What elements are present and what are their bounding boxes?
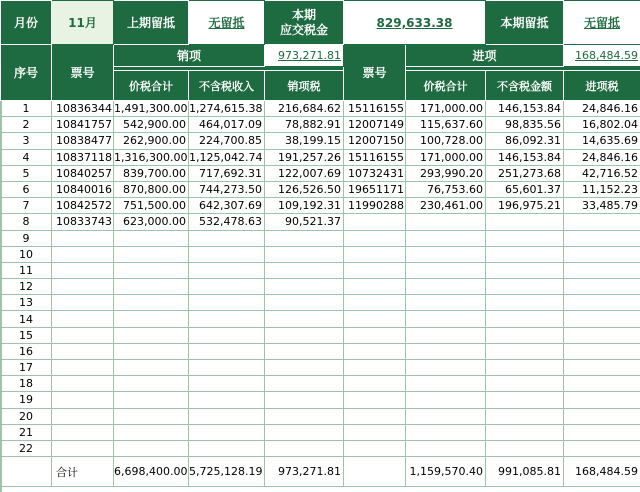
col-input-net-header: 不含税金额 [486, 71, 564, 101]
input-tax-cell[interactable] [564, 279, 640, 295]
input-tax-cell[interactable] [564, 392, 640, 408]
input-total-cell[interactable] [406, 311, 486, 327]
sales-net-cell[interactable] [189, 392, 265, 408]
table-row [1, 262, 640, 278]
sales-net-cell[interactable]: 224,700.85 [189, 133, 265, 149]
input-invoice-cell[interactable] [344, 440, 406, 456]
input-total-cell[interactable] [406, 408, 486, 424]
input-total-tax-cell[interactable]: 168,484.59 [564, 45, 640, 67]
sales-net-cell[interactable] [189, 440, 265, 456]
input-total-cell[interactable]: 293,990.20 [406, 165, 486, 181]
seq-cell[interactable]: 5 [1, 165, 52, 181]
seq-cell[interactable]: 16 [1, 343, 52, 359]
sales-net-cell[interactable]: 1,274,615.38 [189, 101, 265, 117]
input-net-cell[interactable] [486, 408, 564, 424]
seq-cell[interactable]: 15 [1, 327, 52, 343]
sales-total-cell[interactable] [114, 360, 189, 376]
seq-cell[interactable]: 6 [1, 181, 52, 197]
seq-cell[interactable]: 7 [1, 198, 52, 214]
sales-invoice-cell[interactable] [52, 311, 114, 327]
sales-total-cell[interactable]: 1,491,300.00 [114, 102, 188, 116]
sales-net-cell[interactable] [189, 246, 265, 262]
input-invoice-cell[interactable]: 19651171 [344, 181, 406, 197]
table-row [1, 424, 640, 440]
sales-total-cell[interactable] [114, 327, 189, 343]
seq-cell[interactable]: 22 [1, 440, 52, 456]
input-tax-cell[interactable] [564, 343, 640, 359]
totals-sales-net[interactable]: 5,725,128.19 [189, 457, 265, 487]
sales-net-cell[interactable] [189, 408, 265, 424]
table-row [1, 165, 640, 181]
totals-input-net[interactable]: 991,085.81 [486, 457, 564, 487]
sales-invoice-cell[interactable]: 10837118 [52, 149, 114, 165]
sales-tax-cell[interactable] [265, 343, 344, 359]
input-tax-cell[interactable]: 33,485.79 [564, 198, 640, 214]
tax-payable-label-line1: 本期 [291, 7, 316, 22]
sales-invoice-cell[interactable] [52, 230, 114, 246]
sales-total-cell[interactable]: 623,000.00 [114, 214, 189, 230]
sales-tax-cell[interactable] [265, 360, 344, 376]
table-row [1, 230, 640, 246]
sales-invoice-cell[interactable] [52, 295, 114, 311]
sales-tax-cell[interactable]: 90,521.37 [265, 214, 344, 230]
input-invoice-cell[interactable] [344, 262, 406, 278]
sales-net-cell[interactable] [189, 262, 265, 278]
col-sales-invoice-header: 票号 [52, 45, 114, 101]
input-total-cell[interactable]: 171,000.00 [406, 149, 486, 165]
input-net-cell[interactable] [486, 295, 564, 311]
table-row [1, 133, 640, 149]
sales-net-cell[interactable] [189, 360, 265, 376]
input-total-cell[interactable] [406, 424, 486, 440]
seq-cell[interactable]: 2 [1, 117, 52, 133]
sales-total-cell[interactable]: 870,800.00 [114, 181, 189, 197]
input-total-cell[interactable] [406, 214, 486, 230]
tax-payable-label [265, 1, 344, 45]
input-net-cell[interactable] [486, 424, 564, 440]
sales-net-cell[interactable] [189, 327, 265, 343]
input-net-cell[interactable] [486, 246, 564, 262]
input-invoice-cell[interactable]: 12007150 [344, 133, 406, 149]
input-invoice-cell[interactable]: 15116155 [344, 101, 406, 117]
sales-tax-cell[interactable]: 78,882.91 [265, 117, 344, 133]
input-net-cell[interactable] [486, 440, 564, 456]
input-total-cell[interactable] [406, 440, 486, 456]
input-total-cell[interactable]: 115,637.60 [406, 117, 486, 133]
curr-credit-label: 本期留抵 [486, 1, 564, 45]
table-row [1, 117, 640, 133]
input-invoice-cell[interactable]: 12007149 [344, 117, 406, 133]
input-invoice-cell[interactable] [344, 392, 406, 408]
table-row [1, 311, 640, 327]
input-tax-cell[interactable] [564, 408, 640, 424]
table-row [1, 343, 640, 359]
input-tax-cell[interactable] [564, 246, 640, 262]
sales-tax-cell[interactable] [265, 311, 344, 327]
input-net-cell[interactable]: 86,092.31 [486, 133, 564, 149]
sales-invoice-cell[interactable] [52, 262, 114, 278]
sales-tax-cell[interactable]: 122,007.69 [265, 165, 344, 181]
input-total-cell[interactable] [406, 376, 486, 392]
input-invoice-cell[interactable] [344, 343, 406, 359]
input-net-cell[interactable]: 251,273.68 [486, 165, 564, 181]
sales-net-cell[interactable] [189, 279, 265, 295]
input-tax-cell[interactable] [564, 230, 640, 246]
input-net-cell[interactable]: 146,153.84 [486, 101, 564, 117]
sales-tax-cell[interactable] [265, 295, 344, 311]
sales-invoice-cell[interactable] [52, 246, 114, 262]
sales-invoice-cell[interactable] [52, 327, 114, 343]
input-total-cell[interactable] [406, 360, 486, 376]
input-net-cell[interactable] [486, 214, 564, 230]
sales-invoice-cell[interactable]: 10840257 [52, 165, 114, 181]
sales-net-cell[interactable] [189, 230, 265, 246]
group-header-row [1, 45, 640, 67]
sales-invoice-cell[interactable]: 10841757 [52, 117, 114, 133]
sales-net-cell[interactable]: 532,478.63 [189, 214, 265, 230]
seq-cell[interactable]: 17 [1, 360, 52, 376]
col-input-tax-header: 进项税 [564, 71, 640, 101]
sales-total-cell[interactable] [114, 230, 189, 246]
input-tax-cell[interactable] [564, 376, 640, 392]
sales-invoice-cell[interactable] [52, 440, 114, 456]
input-total-cell[interactable] [406, 262, 486, 278]
sales-invoice-cell[interactable]: 10838477 [52, 133, 114, 149]
seq-cell[interactable]: 1 [1, 101, 52, 117]
sales-total-cell[interactable] [114, 246, 189, 262]
input-invoice-cell[interactable] [344, 376, 406, 392]
seq-cell[interactable]: 9 [1, 230, 52, 246]
sales-tax-cell[interactable] [265, 408, 344, 424]
input-invoice-cell[interactable]: 10732431 [344, 165, 406, 181]
prev-credit-label: 上期留抵 [114, 1, 189, 45]
table-row [1, 392, 640, 408]
sales-invoice-cell[interactable]: 10833743 [52, 214, 114, 230]
sales-tax-cell[interactable]: 109,192.31 [265, 198, 344, 214]
sales-tax-cell[interactable] [265, 230, 344, 246]
input-net-cell[interactable] [486, 327, 564, 343]
sales-tax-cell[interactable] [265, 440, 344, 456]
sales-total-cell[interactable] [114, 295, 189, 311]
col-sales-net-header: 不含税收入 [189, 71, 265, 101]
input-net-cell[interactable] [486, 392, 564, 408]
tax-payable-label-line2: 应交税金 [279, 22, 328, 37]
col-input-invoice-header: 票号 [344, 45, 406, 101]
input-net-cell[interactable]: 196,975.21 [486, 198, 564, 214]
curr-credit-value-cell[interactable]: 无留抵 [564, 1, 640, 45]
seq-cell[interactable]: 14 [1, 311, 52, 327]
seq-cell[interactable]: 3 [1, 133, 52, 149]
input-net-cell[interactable] [486, 279, 564, 295]
sales-tax-cell[interactable] [265, 262, 344, 278]
input-invoice-cell[interactable] [344, 230, 406, 246]
input-net-cell[interactable]: 146,153.84 [486, 149, 564, 165]
totals-seq-cell[interactable] [1, 457, 52, 487]
input-tax-cell[interactable] [564, 262, 640, 278]
col-input-total-header: 价税合计 [406, 71, 486, 101]
table-row [1, 214, 640, 230]
ledger-body [1, 101, 640, 457]
input-tax-cell[interactable] [564, 295, 640, 311]
input-invoice-cell[interactable] [344, 360, 406, 376]
input-invoice-cell[interactable] [344, 214, 406, 230]
input-net-cell[interactable]: 98,835.56 [486, 117, 564, 133]
seq-cell[interactable]: 21 [1, 424, 52, 440]
seq-cell[interactable]: 13 [1, 295, 52, 311]
sales-invoice-cell[interactable]: 10842572 [52, 198, 114, 214]
prev-credit-value-cell[interactable]: 无留抵 [189, 1, 265, 45]
sales-total-tax-cell[interactable]: 973,271.81 [265, 45, 344, 67]
sales-invoice-cell[interactable] [52, 424, 114, 440]
tax-payable-value-cell[interactable]: 829,633.38 [344, 1, 486, 45]
table-row [1, 440, 640, 456]
input-tax-cell[interactable]: 16,802.04 [564, 117, 640, 133]
input-total-cell[interactable]: 171,000.00 [406, 101, 486, 117]
input-tax-cell[interactable] [564, 424, 640, 440]
sales-net-cell[interactable] [189, 343, 265, 359]
totals-input-invoice-cell[interactable] [344, 457, 406, 487]
sales-tax-cell[interactable] [265, 279, 344, 295]
input-tax-cell[interactable]: 24,846.16 [564, 101, 640, 117]
sales-net-cell[interactable]: 717,692.31 [189, 165, 265, 181]
input-invoice-cell[interactable] [344, 424, 406, 440]
input-invoice-cell[interactable] [344, 279, 406, 295]
sales-total-cell[interactable]: 1,316,300.00 [114, 150, 188, 164]
input-invoice-cell[interactable] [344, 311, 406, 327]
table-row [1, 101, 640, 117]
input-tax-cell[interactable] [564, 311, 640, 327]
sales-net-cell[interactable] [189, 295, 265, 311]
input-tax-cell[interactable]: 14,635.69 [564, 133, 640, 149]
table-row [1, 149, 640, 165]
input-net-cell[interactable] [486, 311, 564, 327]
table-row [1, 327, 640, 343]
sales-invoice-cell[interactable] [52, 360, 114, 376]
sales-net-cell[interactable]: 1,125,042.74 [189, 149, 265, 165]
totals-sales-total[interactable]: 6,698,400.00 [114, 457, 189, 487]
table-row [1, 279, 640, 295]
totals-input-tax[interactable]: 168,484.59 [564, 457, 640, 487]
input-total-cell[interactable] [406, 230, 486, 246]
sales-invoice-cell[interactable] [52, 408, 114, 424]
sales-net-cell[interactable] [189, 376, 265, 392]
sales-total-cell[interactable] [114, 376, 189, 392]
sales-tax-cell[interactable] [265, 376, 344, 392]
sales-tax-cell[interactable]: 126,526.50 [265, 181, 344, 197]
col-seq-header: 序号 [1, 45, 52, 101]
input-net-cell[interactable] [486, 230, 564, 246]
input-total-cell[interactable]: 76,753.60 [406, 181, 486, 197]
seq-cell[interactable]: 11 [1, 262, 52, 278]
sales-net-cell[interactable] [189, 424, 265, 440]
totals-label[interactable]: 合计 [52, 457, 114, 487]
sales-tax-cell[interactable]: 216,684.62 [265, 101, 344, 117]
input-net-cell[interactable] [486, 376, 564, 392]
seq-cell[interactable]: 12 [1, 279, 52, 295]
sales-invoice-cell[interactable]: 10836344 [52, 101, 114, 117]
input-invoice-cell[interactable] [344, 408, 406, 424]
sales-invoice-cell[interactable] [52, 279, 114, 295]
input-net-cell[interactable] [486, 360, 564, 376]
sales-total-cell[interactable] [114, 408, 189, 424]
sales-total-cell[interactable]: 839,700.00 [114, 165, 189, 181]
sales-group-label: 销项 [114, 45, 265, 67]
input-invoice-cell[interactable] [344, 327, 406, 343]
month-label: 月份 [1, 1, 52, 45]
table-row [1, 181, 640, 197]
sales-total-cell[interactable] [114, 262, 189, 278]
sales-total-cell[interactable] [114, 279, 189, 295]
input-net-cell[interactable] [486, 262, 564, 278]
table-row [1, 295, 640, 311]
totals-input-total[interactable]: 1,159,570.40 [406, 457, 486, 487]
sales-invoice-cell[interactable] [52, 376, 114, 392]
summary-row [1, 1, 640, 45]
seq-cell[interactable]: 20 [1, 408, 52, 424]
table-row [1, 246, 640, 262]
sales-total-cell[interactable] [114, 311, 189, 327]
sales-tax-cell[interactable] [265, 424, 344, 440]
sales-tax-cell[interactable]: 191,257.26 [265, 149, 344, 165]
seq-cell[interactable]: 4 [1, 149, 52, 165]
seq-cell[interactable]: 18 [1, 376, 52, 392]
input-tax-cell[interactable] [564, 360, 640, 376]
input-invoice-cell[interactable]: 11990288 [344, 198, 406, 214]
table-row [1, 408, 640, 424]
input-total-cell[interactable]: 230,461.00 [406, 198, 486, 214]
input-tax-cell[interactable]: 11,152.23 [564, 181, 640, 197]
col-sales-total-header: 价税合计 [114, 71, 189, 101]
sales-net-cell[interactable]: 642,307.69 [189, 198, 265, 214]
sales-total-cell[interactable]: 262,900.00 [114, 133, 189, 149]
input-tax-cell[interactable]: 24,846.16 [564, 149, 640, 165]
input-invoice-cell[interactable] [344, 246, 406, 262]
sales-invoice-cell[interactable] [52, 392, 114, 408]
sales-net-cell[interactable]: 464,017.09 [189, 117, 265, 133]
table-row [1, 360, 640, 376]
seq-cell[interactable]: 19 [1, 392, 52, 408]
input-total-cell[interactable]: 100,728.00 [406, 133, 486, 149]
input-total-cell[interactable] [406, 295, 486, 311]
month-value-cell[interactable]: 11月 [52, 1, 114, 45]
input-group-label: 进项 [406, 45, 564, 67]
sales-total-cell[interactable]: 751,500.00 [114, 198, 189, 214]
input-tax-cell[interactable]: 42,716.52 [564, 165, 640, 181]
input-tax-cell[interactable] [564, 440, 640, 456]
sales-invoice-cell[interactable] [52, 343, 114, 359]
sales-net-cell[interactable] [189, 311, 265, 327]
input-total-cell[interactable] [406, 343, 486, 359]
input-tax-cell[interactable] [564, 214, 640, 230]
sales-tax-cell[interactable] [265, 327, 344, 343]
sales-total-cell[interactable] [114, 440, 189, 456]
sales-tax-cell[interactable] [265, 392, 344, 408]
seq-cell[interactable]: 10 [1, 246, 52, 262]
sales-tax-cell[interactable]: 38,199.15 [265, 133, 344, 149]
totals-row [1, 457, 640, 487]
input-total-cell[interactable] [406, 246, 486, 262]
sales-net-cell[interactable]: 744,273.50 [189, 181, 265, 197]
sales-tax-cell[interactable] [265, 246, 344, 262]
sales-invoice-cell[interactable]: 10840016 [52, 181, 114, 197]
input-invoice-cell[interactable]: 15116155 [344, 149, 406, 165]
input-total-cell[interactable] [406, 279, 486, 295]
input-total-cell[interactable] [406, 327, 486, 343]
input-tax-cell[interactable] [564, 327, 640, 343]
sales-total-cell[interactable] [114, 343, 189, 359]
sales-total-cell[interactable] [114, 424, 189, 440]
col-sales-tax-header: 销项税 [265, 71, 344, 101]
seq-cell[interactable]: 8 [1, 214, 52, 230]
sales-total-cell[interactable] [114, 392, 189, 408]
input-net-cell[interactable] [486, 343, 564, 359]
totals-sales-tax[interactable]: 973,271.81 [265, 457, 344, 487]
input-invoice-cell[interactable] [344, 295, 406, 311]
table-row [1, 198, 640, 214]
table-row [1, 376, 640, 392]
sales-total-cell[interactable]: 542,900.00 [114, 117, 189, 133]
input-net-cell[interactable]: 65,601.37 [486, 181, 564, 197]
input-total-cell[interactable] [406, 392, 486, 408]
